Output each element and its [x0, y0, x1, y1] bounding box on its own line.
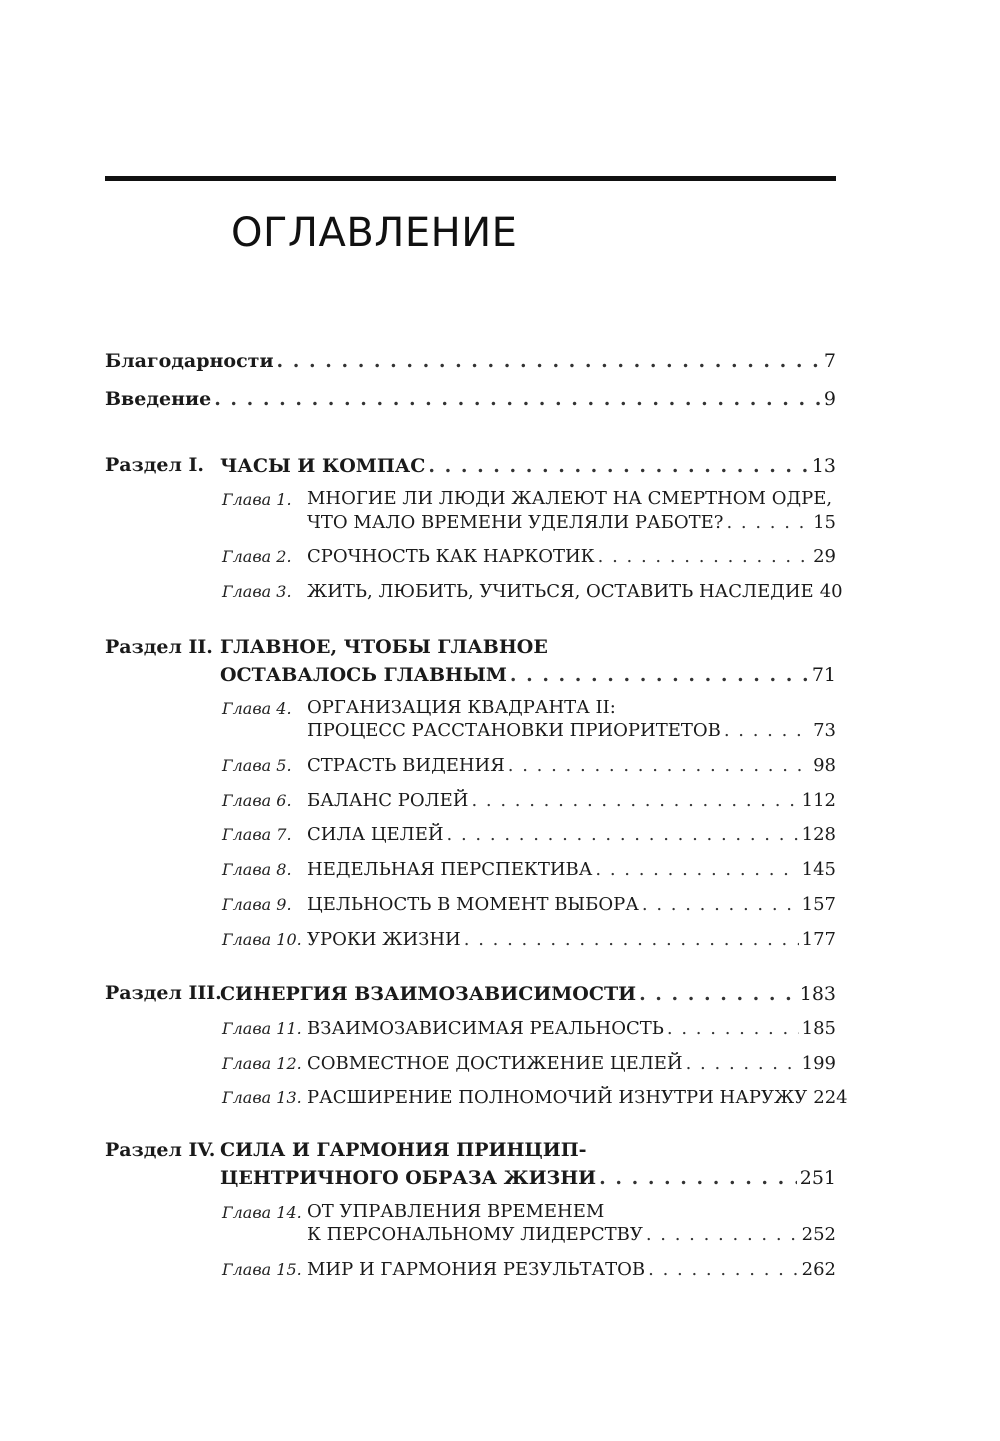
entry-title: БАЛАНС РОЛЕЙ: [307, 790, 469, 811]
entry-title: РАСШИРЕНИЕ ПОЛНОМОЧИЙ ИЗНУТРИ НАРУЖУ: [307, 1087, 808, 1108]
page-number: 157: [801, 894, 836, 915]
page-title: ОГЛАВЛЕНИЕ: [231, 210, 518, 256]
toc-entry-chapter-4[interactable]: [307, 719, 836, 743]
toc-entry-chapter-5[interactable]: [307, 754, 836, 778]
chapter-label: Глава 7.: [222, 825, 292, 844]
toc-entry-chapter-7[interactable]: [307, 823, 836, 847]
chapter-label: Глава 9.: [222, 895, 292, 914]
dot-leader: [508, 754, 810, 778]
toc-entry-chapter-11[interactable]: [307, 1017, 836, 1041]
page-number: 185: [801, 1018, 836, 1039]
entry-title: СОВМЕСТНОЕ ДОСТИЖЕНИЕ ЦЕЛЕЙ: [307, 1053, 683, 1074]
entry-title: ПРОЦЕСС РАССТАНОВКИ ПРИОРИТЕТОВ: [307, 720, 721, 741]
dot-leader: [642, 893, 799, 917]
entry-title: СРОЧНОСТЬ КАК НАРКОТИК: [307, 546, 595, 567]
toc-entry-section-1[interactable]: [220, 454, 836, 478]
page-number: 177: [801, 929, 836, 950]
toc-entry-chapter-14[interactable]: [307, 1223, 836, 1247]
page-number: 73: [813, 720, 836, 741]
page-number: 112: [801, 790, 836, 811]
chapter-label: Глава 13.: [222, 1088, 302, 1107]
entry-title: Благодарности: [105, 350, 274, 372]
page-number: 9: [823, 388, 836, 410]
dot-leader: [471, 789, 798, 813]
dot-leader: [726, 511, 810, 535]
toc-entry-chapter-12[interactable]: [307, 1052, 836, 1076]
section-title-line: ГЛАВНОЕ, ЧТОБЫ ГЛАВНОЕ: [220, 636, 548, 658]
entry-title: СИНЕРГИЯ ВЗАИМОЗАВИСИМОСТИ: [220, 983, 637, 1005]
entry-title: ЧАСЫ И КОМПАС: [220, 455, 426, 477]
entry-title: ВЗАИМОЗАВИСИМАЯ РЕАЛЬНОСТЬ: [307, 1018, 664, 1039]
toc-entry-chapter-6[interactable]: [307, 789, 836, 813]
entry-title: СТРАСТЬ ВИДЕНИЯ: [307, 755, 505, 776]
chapter-label: Глава 12.: [222, 1054, 302, 1073]
toc-entry-chapter-15[interactable]: [307, 1258, 836, 1282]
dot-leader: [686, 1052, 799, 1076]
dot-leader: [464, 928, 799, 952]
section-title-line: СИЛА И ГАРМОНИЯ ПРИНЦИП-: [220, 1139, 587, 1161]
dot-leader: [595, 858, 798, 882]
dot-leader: [724, 719, 810, 743]
toc-entry-chapter-8[interactable]: [307, 858, 836, 882]
page-number: 98: [813, 755, 836, 776]
chapter-label: Глава 11.: [222, 1019, 302, 1038]
page-number: 252: [801, 1224, 836, 1245]
page-number: 251: [799, 1167, 836, 1189]
section-label: Раздел II.: [105, 636, 213, 658]
toc-entry-chapter-10[interactable]: [307, 928, 836, 952]
top-rule: [105, 176, 836, 181]
chapter-label: Глава 1.: [222, 490, 292, 509]
chapter-label: Глава 15.: [222, 1260, 302, 1279]
toc-entry-chapter-13[interactable]: [307, 1086, 848, 1110]
dot-leader: [646, 1223, 799, 1247]
toc-entry-chapter-9[interactable]: [307, 893, 836, 917]
entry-title: НЕДЕЛЬНАЯ ПЕРСПЕКТИВА: [307, 859, 593, 880]
toc-entry-acknowledgements[interactable]: [105, 349, 836, 373]
chapter-label: Глава 4.: [222, 699, 292, 718]
section-label: Раздел I.: [105, 454, 204, 476]
chapter-label: Глава 3.: [222, 582, 292, 601]
toc-entry-chapter-2[interactable]: [307, 545, 836, 569]
chapter-title-line: ОТ УПРАВЛЕНИЯ ВРЕМЕНЕМ: [307, 1201, 605, 1222]
page-number: 15: [813, 512, 836, 533]
page-number: 145: [801, 859, 836, 880]
dot-leader: [598, 545, 810, 569]
chapter-title-line: ОРГАНИЗАЦИЯ КВАДРАНТА II:: [307, 697, 616, 718]
dot-leader: [277, 349, 821, 373]
page-number: 199: [801, 1053, 836, 1074]
page-number: 40: [819, 581, 843, 602]
chapter-label: Глава 10.: [222, 930, 302, 949]
toc-entry-section-3[interactable]: [220, 982, 836, 1006]
page-number: 183: [799, 983, 836, 1005]
toc-entry-section-4[interactable]: [220, 1166, 836, 1190]
entry-title: ОСТАВАЛОСЬ ГЛАВНЫМ: [220, 664, 507, 686]
page-number: 262: [801, 1259, 836, 1280]
toc-entry-chapter-3[interactable]: [307, 580, 843, 604]
dot-leader: [510, 663, 809, 687]
dot-leader: [214, 387, 821, 411]
chapter-label: Глава 14.: [222, 1203, 302, 1222]
dot-leader: [447, 823, 799, 847]
entry-title: ЦЕЛЬНОСТЬ В МОМЕНТ ВЫБОРА: [307, 894, 639, 915]
dot-leader: [667, 1017, 799, 1041]
section-label: Раздел IV.: [105, 1139, 216, 1161]
toc-entry-section-2[interactable]: [220, 663, 836, 687]
page-number: 71: [811, 664, 836, 686]
page-number: 224: [813, 1087, 848, 1108]
dot-leader: [639, 982, 797, 1006]
chapter-label: Глава 6.: [222, 791, 292, 810]
chapter-label: Глава 8.: [222, 860, 292, 879]
chapter-title-line: МНОГИЕ ЛИ ЛЮДИ ЖАЛЕЮТ НА СМЕРТНОМ ОДРЕ,: [307, 488, 833, 509]
dot-leader: [648, 1258, 799, 1282]
entry-title: УРОКИ ЖИЗНИ: [307, 929, 461, 950]
toc-entry-chapter-1[interactable]: [307, 511, 836, 535]
dot-leader: [599, 1166, 797, 1190]
entry-title: Введение: [105, 388, 212, 410]
entry-title: МИР И ГАРМОНИЯ РЕЗУЛЬТАТОВ: [307, 1259, 646, 1280]
entry-title: ЦЕНТРИЧНОГО ОБРАЗА ЖИЗНИ: [220, 1167, 597, 1189]
toc-entry-introduction[interactable]: [105, 387, 836, 411]
section-label: Раздел III.: [105, 982, 222, 1004]
page-number: 128: [801, 824, 836, 845]
entry-title: СИЛА ЦЕЛЕЙ: [307, 824, 444, 845]
page-number: 7: [823, 350, 836, 372]
dot-leader: [428, 454, 808, 478]
page-number: 29: [813, 546, 836, 567]
chapter-label: Глава 5.: [222, 756, 292, 775]
entry-title: ЧТО МАЛО ВРЕМЕНИ УДЕЛЯЛИ РАБОТЕ?: [307, 512, 724, 533]
entry-title: ЖИТЬ, ЛЮБИТЬ, УЧИТЬСЯ, ОСТАВИТЬ НАСЛЕДИЕ: [307, 581, 814, 602]
entry-title: К ПЕРСОНАЛЬНОМУ ЛИДЕРСТВУ: [307, 1224, 643, 1245]
page-number: 13: [811, 455, 836, 477]
chapter-label: Глава 2.: [222, 547, 292, 566]
